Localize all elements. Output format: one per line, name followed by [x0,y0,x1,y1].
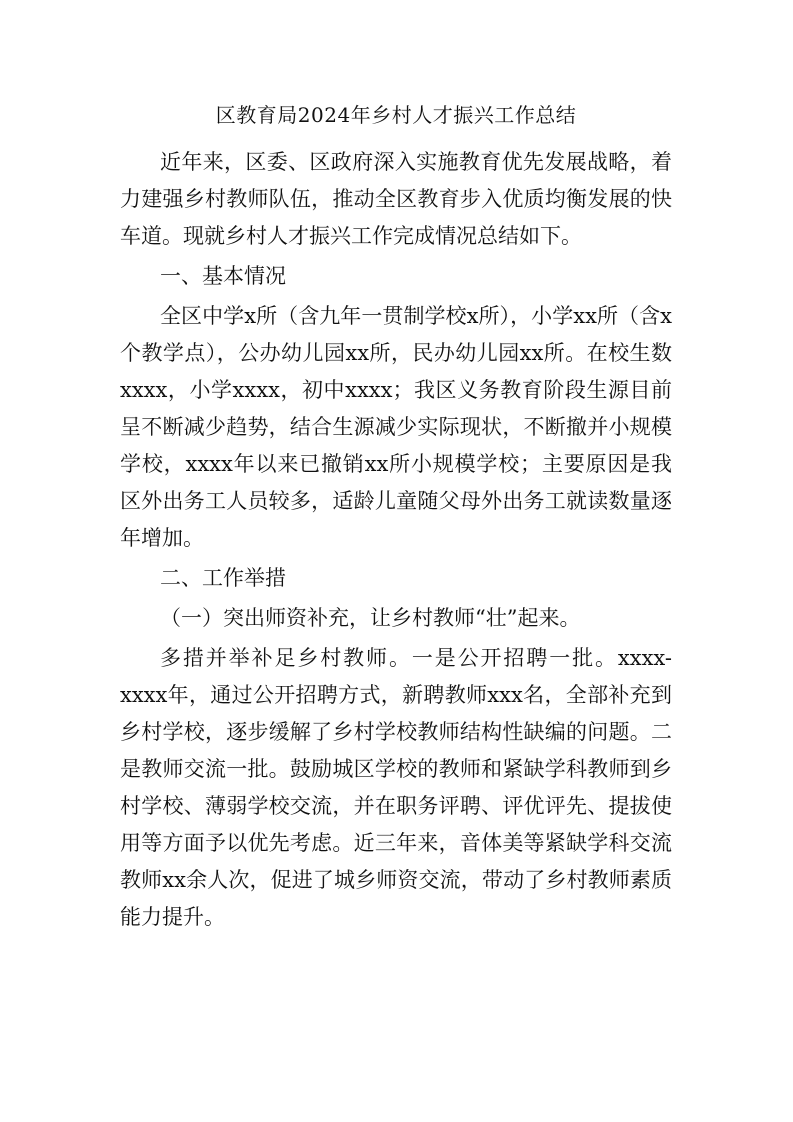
basic-situation-paragraph: 全区中学x所（含九年一贯制学校x所），小学xx所（含x个教学点），公办幼儿园xx所，民办幼儿园xx所。在校生数xxxx，小学xxxx，初中xxxx；我区义务教育阶段生源目前呈不断减少趋势，结合生源减少实际现状，不断撤并小规模学校，xxxx年以来已撤销xx所小规模学校；主要原因是我区外出务工人员较多，适龄儿童随父母外出务工就读数量逐年增加。 [120,304,672,550]
subsection-heading-teacher-supplement: （一）突出师资补充，让乡村教师“壮”起来。 [160,606,581,630]
intro-paragraph: 近年来，区委、区政府深入实施教育优先发展战略，着力建强乡村教师队伍，推动全区教育步入优质均衡发展的快车道。现就乡村人才振兴工作完成情况总结如下。 [120,150,672,248]
document-body [120,96,672,936]
section-heading-work-measures: 二、工作举措 [160,566,286,590]
section-heading-basic-situation: 一、基本情况 [160,264,286,288]
document-title: 区教育局2024年乡村人才振兴工作总结 [215,103,577,127]
teacher-supplement-paragraph: 多措并举补足乡村教师。一是公开招聘一批。xxxx-xxxx年，通过公开招聘方式，新聘教师xxx名，全部补充到乡村学校，逐步缓解了乡村学校教师结构性缺编的问题。二是教师交流一批。鼓励城区学校的教师和紧缺学科教师到乡村学校、薄弱学校交流，并在职务评聘、评优评先、提拔使用等方面予以优先考虑。近三年来，音体美等紧缺学科交流教师xx余人次，促进了城乡师资交流，带动了乡村教师素质能力提升。 [120,646,672,929]
